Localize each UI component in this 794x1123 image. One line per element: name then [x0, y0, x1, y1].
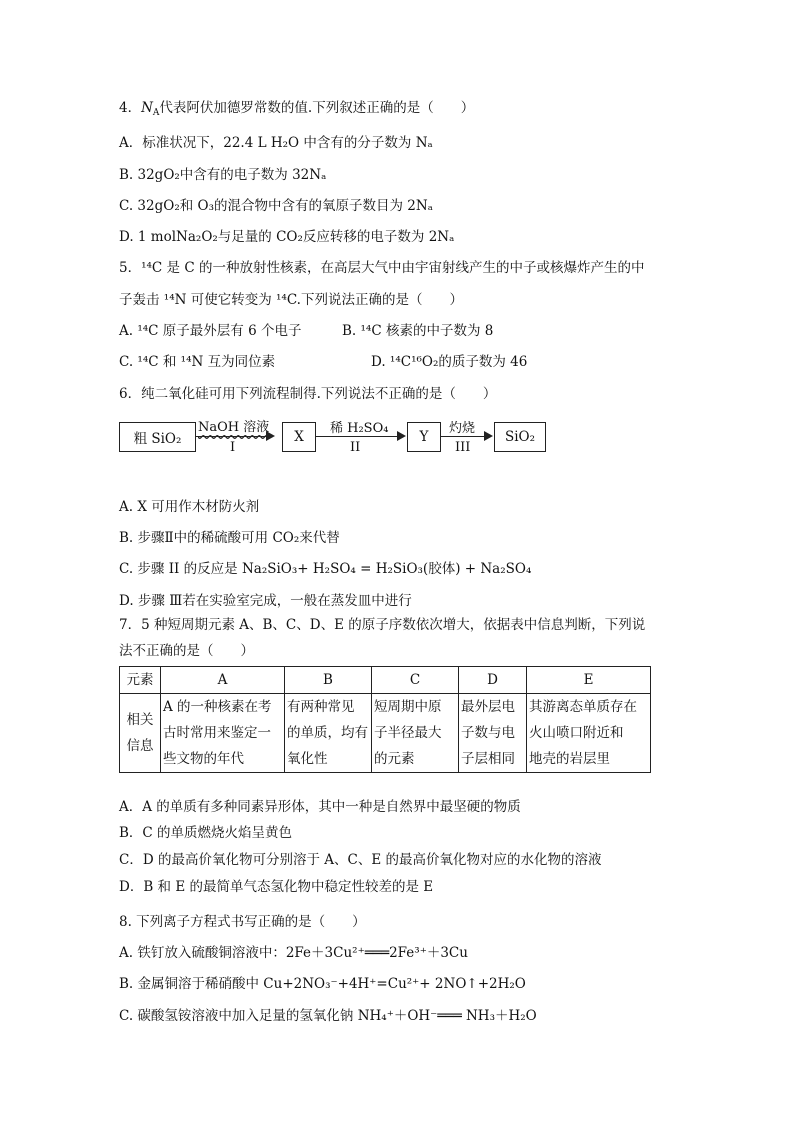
- flow-arrow-3: [440, 436, 485, 437]
- q4-option-c: C. 32gO₂和 O₃的混合物中含有的氧原子数目为 2Nₐ: [119, 198, 433, 214]
- cell-line: 子层相同: [461, 751, 515, 767]
- table-header-cell: 元素: [120, 667, 161, 694]
- q7-option-b: B．C 的单质燃烧火焰呈黄色: [119, 825, 293, 841]
- table-header-row: [120, 667, 651, 694]
- table-header-cell: E: [527, 667, 651, 694]
- flow-box-y: Y: [407, 422, 441, 452]
- q5-option-a: A. ¹⁴C 原子最外层有 6 个电子: [119, 323, 302, 339]
- cell-line: 火山喷口附近和: [529, 725, 624, 741]
- row-label-line: 信息: [126, 738, 154, 754]
- cell-line: 短周期中原: [374, 699, 442, 715]
- q6-option-b: B. 步骤Ⅱ中的稀硫酸可用 CO₂来代替: [119, 530, 340, 546]
- cell-line: 氧化性: [287, 751, 328, 767]
- q4-na: N: [141, 100, 153, 116]
- flow-arrow-2-reagent: 稀 H₂SO₄: [330, 421, 389, 436]
- flow-arrow-1: [195, 436, 267, 437]
- cell-line: 的单质，均有: [287, 725, 368, 741]
- table-cell-e: [527, 694, 651, 773]
- table-row-label: [120, 694, 161, 773]
- cell-line: 古时常用来鉴定一: [163, 725, 271, 741]
- table-header-cell: B: [285, 667, 372, 694]
- q6-option-a: A. X 可用作木材防火剂: [119, 499, 260, 515]
- table-cell-a: [161, 694, 285, 773]
- cell-line: 地壳的岩层里: [529, 751, 610, 767]
- q4-option-b: B. 32gO₂中含有的电子数为 32Nₐ: [119, 167, 327, 183]
- cell-line: 的元素: [374, 751, 415, 767]
- q4-stem-text: 代表阿伏加德罗常数的值.下列叙述正确的是（ ）: [159, 100, 475, 116]
- q4-na-sub: A: [152, 108, 160, 118]
- arrow-head-icon: [484, 431, 493, 441]
- flow-arrow-1-reagent: NaOH 溶液: [198, 420, 270, 435]
- row-label-line: 相关: [126, 712, 154, 728]
- q7-option-d: D．B 和 E 的最简单气态氢化物中稳定性较差的是 E: [119, 879, 434, 895]
- flow-arrow-2-step: II: [350, 440, 361, 455]
- cell-line: 其游离态单质存在: [529, 699, 637, 715]
- cell-line: 子数与电: [461, 725, 515, 741]
- q7-stem-line2: 法不正确的是（ ）: [119, 643, 254, 659]
- cell-line: 有两种常见: [287, 699, 355, 715]
- flow-box-sio2: SiO₂: [494, 422, 546, 452]
- q7-stem-line1: 7．5 种短周期元素 A、B、C、D、E 的原子序数依次增大，依据表中信息判断，下列说: [119, 617, 646, 633]
- q4-option-d: D. 1 molNa₂O₂与足量的 CO₂反应转移的电子数为 2Nₐ: [119, 229, 455, 245]
- cell-line: 最外层电: [461, 699, 515, 715]
- cell-line: 子半径最大: [374, 725, 442, 741]
- element-info-table: [119, 666, 651, 773]
- table-header-cell: C: [372, 667, 459, 694]
- q7-option-a: A．A 的单质有多种同素异形体，其中一种是自然界中最坚硬的物质: [119, 799, 521, 815]
- flow-arrow-3-step: III: [455, 440, 471, 455]
- flow-arrow-3-reagent: 灼烧: [449, 421, 476, 436]
- flow-box-x: X: [282, 422, 316, 452]
- q8-option-c: C. 碳酸氢铵溶液中加入足量的氢氧化钠 NH₄⁺＋OH⁻═══ NH₃＋H₂O: [119, 1008, 537, 1024]
- table-cell-c: [372, 694, 459, 773]
- flow-arrow-1-step: I: [230, 440, 236, 455]
- q8-option-b: B. 金属铜溶于稀硝酸中 Cu+2NO₃⁻+4H⁺=Cu²⁺+ 2NO↑+2H₂O: [119, 976, 526, 992]
- table-row: [120, 694, 651, 773]
- table-header-cell: D: [459, 667, 527, 694]
- q7-option-c: C．D 的最高价氧化物可分别溶于 A、C、E 的最高价氧化物对应的水化物的溶液: [119, 852, 602, 868]
- flow-box-crude-sio2: 粗 SiO₂: [119, 422, 196, 452]
- q8-option-a: A. 铁钉放入硫酸铜溶液中：2Fe＋3Cu²⁺═══2Fe³⁺＋3Cu: [119, 945, 468, 961]
- q6-option-c: C. 步骤 II 的反应是 Na₂SiO₃+ H₂SO₄ = H₂SiO₃(胶体) + Na₂SO₄: [119, 561, 532, 577]
- q5-option-d: D. ¹⁴C¹⁶O₂的质子数为 46: [371, 354, 528, 370]
- q4-stem: [119, 96, 474, 118]
- q6-stem: 6．纯二氧化硅可用下列流程制得.下列说法不正确的是（ ）: [119, 386, 497, 402]
- q6-option-d: D. 步骤 Ⅲ若在实验室完成，一般在蒸发皿中进行: [119, 593, 412, 609]
- cell-line: 些文物的年代: [163, 751, 244, 767]
- q4-number: 4．: [119, 100, 142, 116]
- arrow-head-icon: [397, 431, 406, 441]
- q5-stem-line2: 子轰击 ¹⁴N 可使它转变为 ¹⁴C.下列说法正确的是（ ）: [119, 292, 463, 308]
- flow-arrow-2: [315, 436, 398, 437]
- q4-option-a: A．标准状况下，22.4 L H₂O 中含有的分子数为 Nₐ: [119, 135, 433, 151]
- q8-stem: 8. 下列离子方程式书写正确的是（ ）: [119, 914, 366, 930]
- q5-stem-line1: 5．¹⁴C 是 C 的一种放射性核素，在高层大气中由宇宙射线产生的中子或核爆炸产生的中: [119, 260, 645, 276]
- cell-line: A 的一种核素在考: [163, 699, 272, 715]
- table-cell-d: [459, 694, 527, 773]
- table-header-cell: A: [161, 667, 285, 694]
- table-cell-b: [285, 694, 372, 773]
- q5-option-c: C. ¹⁴C 和 ¹⁴N 互为同位素: [119, 354, 276, 370]
- q5-option-b: B. ¹⁴C 核素的中子数为 8: [342, 323, 494, 339]
